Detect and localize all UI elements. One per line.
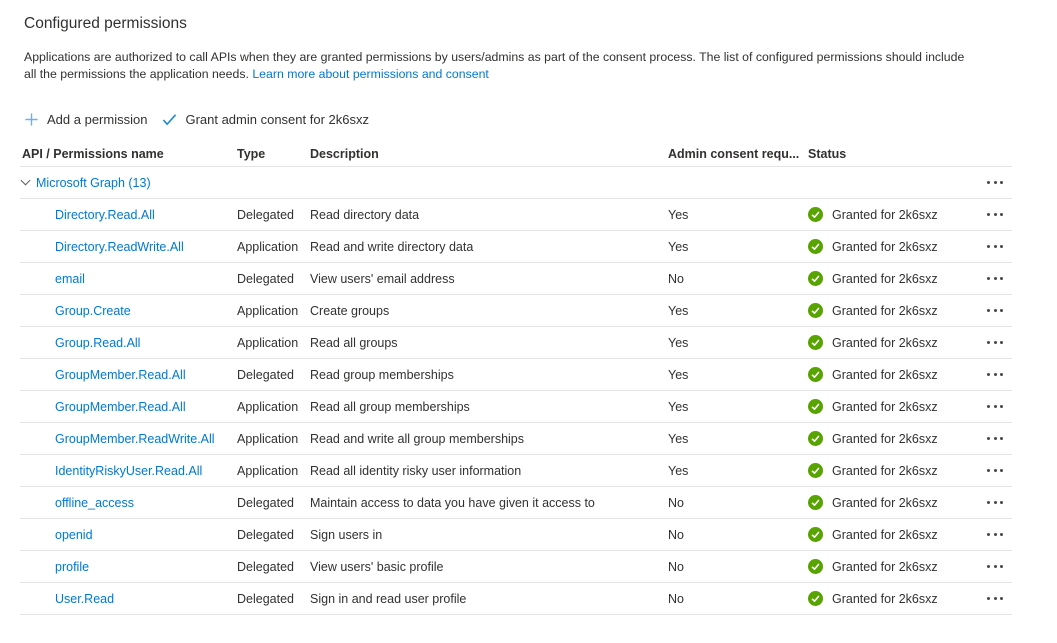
permission-row: [20, 455, 1012, 487]
status-text: Granted for 2k6sxz: [832, 559, 938, 574]
permission-type: Delegated: [237, 207, 294, 222]
permission-name-link[interactable]: GroupMember.Read.All: [55, 399, 186, 414]
permission-type: Delegated: [237, 559, 294, 574]
granted-check-icon: [808, 591, 823, 606]
row-context-menu-button[interactable]: [987, 497, 1003, 508]
row-context-menu-button[interactable]: [987, 241, 1003, 252]
permission-description: View users' basic profile: [310, 559, 444, 574]
permissions-description: [24, 49, 1057, 83]
permission-type: Application: [237, 431, 299, 446]
permission-description: Read directory data: [310, 207, 420, 222]
admin-consent-required-value: Yes: [668, 367, 689, 382]
permission-name-link[interactable]: offline_access: [55, 495, 134, 510]
status-text: Granted for 2k6sxz: [832, 335, 938, 350]
permission-type: Application: [237, 399, 299, 414]
api-group-link[interactable]: Microsoft Graph (13): [36, 175, 151, 190]
permission-name-link[interactable]: User.Read: [55, 591, 115, 606]
row-context-menu-button[interactable]: [987, 369, 1003, 380]
status-text: Granted for 2k6sxz: [832, 207, 938, 222]
admin-consent-required-value: No: [668, 271, 684, 286]
chevron-down-icon[interactable]: [21, 176, 31, 186]
admin-consent-required-value: No: [668, 559, 684, 574]
permission-status: [808, 367, 958, 382]
row-context-menu-button[interactable]: [987, 305, 1003, 316]
permission-row: [20, 359, 1012, 391]
configured-permissions-section: [0, 15, 1057, 130]
permission-row: [20, 551, 1012, 583]
table-header-row: [20, 142, 1012, 167]
permission-type: Delegated: [237, 495, 294, 510]
permission-name-link[interactable]: GroupMember.ReadWrite.All: [55, 431, 215, 446]
permission-status: [808, 335, 958, 350]
permission-name-link[interactable]: openid: [55, 527, 93, 542]
granted-check-icon: [808, 463, 823, 478]
row-context-menu-button[interactable]: [987, 465, 1003, 476]
permission-status: [808, 431, 958, 446]
granted-check-icon: [808, 335, 823, 350]
status-text: Granted for 2k6sxz: [832, 399, 938, 414]
permission-description: Read and write all group memberships: [310, 431, 524, 446]
permission-row: [20, 327, 1012, 359]
permission-description: Read all group memberships: [310, 399, 470, 414]
admin-consent-required-value: No: [668, 495, 684, 510]
permission-description: Read group memberships: [310, 367, 454, 382]
page-title: Configured permissions: [24, 15, 187, 32]
permission-type: Delegated: [237, 527, 294, 542]
permission-type: Delegated: [237, 271, 294, 286]
grant-admin-consent-button[interactable]: [162, 112, 369, 127]
admin-consent-required-value: No: [668, 591, 684, 606]
permission-description: Read all groups: [310, 335, 398, 350]
admin-consent-required-value: Yes: [668, 303, 689, 318]
permission-status: [808, 239, 958, 254]
permission-row: [20, 423, 1012, 455]
status-text: Granted for 2k6sxz: [832, 271, 938, 286]
plus-icon: [24, 112, 39, 127]
status-text: Granted for 2k6sxz: [832, 495, 938, 510]
permission-type: Application: [237, 303, 299, 318]
permission-status: [808, 591, 958, 606]
granted-check-icon: [808, 559, 823, 574]
permission-name-link[interactable]: Group.Read.All: [55, 335, 141, 350]
permission-row: [20, 391, 1012, 423]
permission-row: [20, 263, 1012, 295]
row-context-menu-button[interactable]: [987, 561, 1003, 572]
permission-name-link[interactable]: GroupMember.Read.All: [55, 367, 186, 382]
admin-consent-required-value: Yes: [668, 335, 689, 350]
granted-check-icon: [808, 367, 823, 382]
granted-check-icon: [808, 303, 823, 318]
group-context-menu-button[interactable]: [987, 177, 1003, 188]
permission-row: [20, 487, 1012, 519]
permission-type: Delegated: [237, 591, 294, 606]
granted-check-icon: [808, 527, 823, 542]
permission-type: Application: [237, 239, 299, 254]
permission-description: Sign in and read user profile: [310, 591, 467, 606]
permission-row: [20, 231, 1012, 263]
permission-status: [808, 303, 958, 318]
permission-row: [20, 519, 1012, 551]
permission-description: Sign users in: [310, 527, 383, 542]
status-text: Granted for 2k6sxz: [832, 239, 938, 254]
column-header-description: Description: [310, 147, 379, 161]
check-icon: [162, 112, 177, 127]
row-context-menu-button[interactable]: [987, 209, 1003, 220]
granted-check-icon: [808, 239, 823, 254]
admin-consent-required-value: Yes: [668, 399, 689, 414]
column-header-admin-consent-required: Admin consent requ...: [668, 147, 800, 161]
permissions-table: [20, 142, 1012, 615]
permission-status: [808, 271, 958, 286]
admin-consent-required-value: Yes: [668, 207, 689, 222]
permission-name-link[interactable]: Directory.ReadWrite.All: [55, 239, 184, 254]
permission-status: [808, 559, 958, 574]
row-context-menu-button[interactable]: [987, 529, 1003, 540]
column-header-api-permissions-name: API / Permissions name: [22, 147, 164, 161]
granted-check-icon: [808, 431, 823, 446]
admin-consent-required-value: Yes: [668, 463, 689, 478]
granted-check-icon: [808, 495, 823, 510]
permission-description: View users' email address: [310, 271, 455, 286]
permission-status: [808, 527, 958, 542]
permission-status: [808, 207, 958, 222]
add-permission-button[interactable]: [24, 112, 147, 127]
granted-check-icon: [808, 271, 823, 286]
granted-check-icon: [808, 207, 823, 222]
api-group-row: [20, 167, 1012, 199]
admin-consent-required-value: No: [668, 527, 684, 542]
add-permission-label: Add a permission: [47, 111, 148, 127]
status-text: Granted for 2k6sxz: [832, 367, 938, 382]
row-context-menu-button[interactable]: [987, 433, 1003, 444]
permission-description: Maintain access to data you have given it access to: [310, 495, 595, 510]
commands-toolbar: [24, 108, 1057, 130]
permission-name-link[interactable]: IdentityRiskyUser.Read.All: [55, 463, 203, 478]
permission-status: [808, 463, 958, 478]
permission-row: [20, 583, 1012, 615]
admin-consent-required-value: Yes: [668, 431, 689, 446]
permission-status: [808, 495, 958, 510]
row-context-menu-button[interactable]: [987, 401, 1003, 412]
permission-name-link[interactable]: profile: [55, 559, 90, 574]
row-context-menu-button[interactable]: [987, 593, 1003, 604]
learn-more-link[interactable]: Learn more about permissions and consent: [252, 67, 489, 81]
permission-name-link[interactable]: email: [55, 271, 85, 286]
permission-description: Read and write directory data: [310, 239, 474, 254]
status-text: Granted for 2k6sxz: [832, 527, 938, 542]
granted-check-icon: [808, 399, 823, 414]
column-header-type: Type: [237, 147, 266, 161]
status-text: Granted for 2k6sxz: [832, 591, 938, 606]
permission-type: Application: [237, 463, 299, 478]
permission-type: Delegated: [237, 367, 294, 382]
permission-name-link[interactable]: Directory.Read.All: [55, 207, 155, 222]
admin-consent-required-value: Yes: [668, 239, 689, 254]
description-line-2: all the permissions the application needs.: [24, 67, 249, 81]
permission-row: [20, 199, 1012, 231]
grant-admin-consent-label: Grant admin consent for 2k6sxz: [185, 111, 369, 127]
permission-description: Create groups: [310, 303, 390, 318]
permission-row: [20, 295, 1012, 327]
column-header-status: Status: [808, 147, 847, 161]
permission-name-link[interactable]: Group.Create: [55, 303, 131, 318]
permission-status: [808, 399, 958, 414]
status-text: Granted for 2k6sxz: [832, 431, 938, 446]
row-context-menu-button[interactable]: [987, 337, 1003, 348]
status-text: Granted for 2k6sxz: [832, 463, 938, 478]
description-line-1: Applications are authorized to call APIs when they are granted permissions by users/admins as part of the consent process. The list of configured permissions should include: [24, 50, 965, 64]
row-context-menu-button[interactable]: [987, 273, 1003, 284]
permission-rows: [20, 199, 1012, 615]
permission-type: Application: [237, 335, 299, 350]
status-text: Granted for 2k6sxz: [832, 303, 938, 318]
permission-description: Read all identity risky user information: [310, 463, 522, 478]
